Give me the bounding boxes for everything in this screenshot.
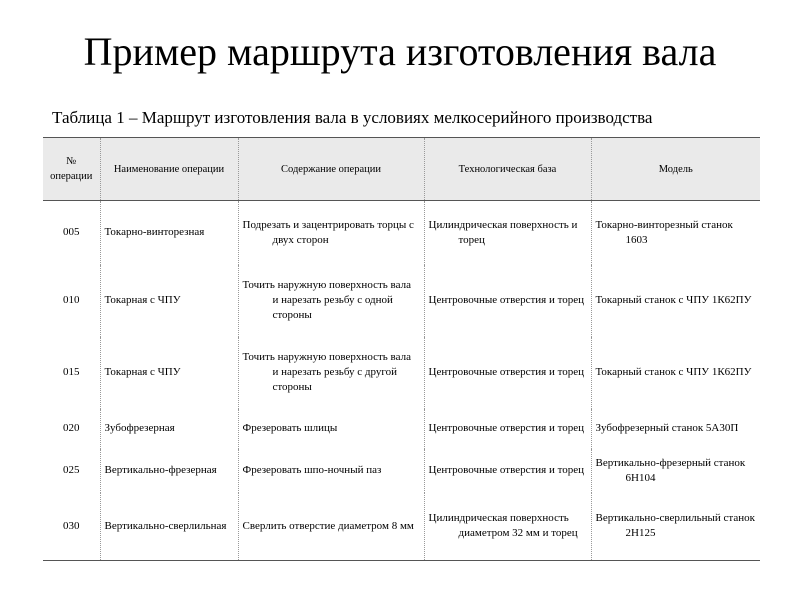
cell-technological-base: Цилиндрическая поверхность и торец — [424, 201, 591, 265]
cell-model: Токарный станок с ЧПУ 1К62ПУ — [591, 265, 760, 337]
cell-technological-base: Центровочные отверстия и торец — [424, 265, 591, 337]
cell-technological-base: Центровочные отверстия и торец — [424, 449, 591, 493]
cell-operation-number: 005 — [63, 226, 80, 239]
cell-operation-number: 025 — [63, 464, 80, 476]
table-caption: Таблица 1 – Маршрут изготовления вала в условиях мелкосерийного производства — [52, 108, 653, 127]
cell-model: Зубофрезерный станок 5А30П — [591, 409, 760, 449]
cell-technological-base: Цилиндрическая поверхность диаметром 32 мм и торец — [424, 493, 591, 561]
header-technological-base: Технологическая база — [424, 138, 591, 201]
cell-operation-number: 030 — [43, 493, 100, 561]
cell-operation-number: 020 — [63, 422, 80, 434]
cell-operation-content: Сверлить отверстие диаметром 8 мм — [238, 493, 424, 561]
table-row — [43, 493, 760, 561]
table-row — [43, 201, 760, 265]
table-row — [43, 449, 760, 493]
cell-operation-name: Вертикально-сверлильная — [100, 493, 238, 561]
header-operation-number: № операции — [43, 138, 100, 201]
table-row — [43, 265, 760, 337]
cell-operation-content: Подрезать и зацентрировать торцы с двух сторон — [238, 201, 424, 265]
header-operation-content: Содержание операции — [238, 138, 424, 201]
cell-technological-base: Центровочные отверстия и торец — [424, 409, 591, 449]
cell-model: Токарный станок с ЧПУ 1К62ПУ — [591, 337, 760, 409]
cell-operation-name: Токарно-винторезная — [100, 201, 238, 265]
header-model: Модель — [591, 138, 760, 201]
slide-title: Пример маршрута изготовления вала — [83, 29, 717, 74]
cell-operation-name: Зубофрезерная — [100, 409, 238, 449]
table-row — [43, 337, 760, 409]
cell-model: Токарно-винторезный станок 1603 — [591, 201, 760, 265]
cell-model: Вертикально-сверлильный станок 2Н125 — [591, 493, 760, 561]
cell-operation-name: Вертикально-фрезерная — [100, 449, 238, 493]
cell-model: Вертикально-фрезерный станок 6Н104 — [591, 449, 760, 493]
cell-operation-number: 015 — [63, 366, 80, 378]
cell-operation-content: Фрезеровать шпо-ночный паз — [238, 449, 424, 493]
cell-operation-name: Токарная с ЧПУ — [100, 337, 238, 409]
table-row — [43, 409, 760, 449]
cell-operation-content: Точить наружную поверхность вала и нарезать резьбу с одной стороны — [238, 265, 424, 337]
table-header-row — [43, 138, 760, 201]
cell-operation-content: Точить наружную поверхность вала и нарезать резьбу с другой стороны — [238, 337, 424, 409]
header-operation-name: Наименование операции — [100, 138, 238, 201]
cell-operation-number: 010 — [63, 294, 80, 306]
cell-technological-base: Центровочные отверстия и торец — [424, 337, 591, 409]
route-table — [43, 137, 760, 561]
cell-operation-name: Токарная с ЧПУ — [100, 265, 238, 337]
cell-operation-content: Фрезеровать шлицы — [238, 409, 424, 449]
